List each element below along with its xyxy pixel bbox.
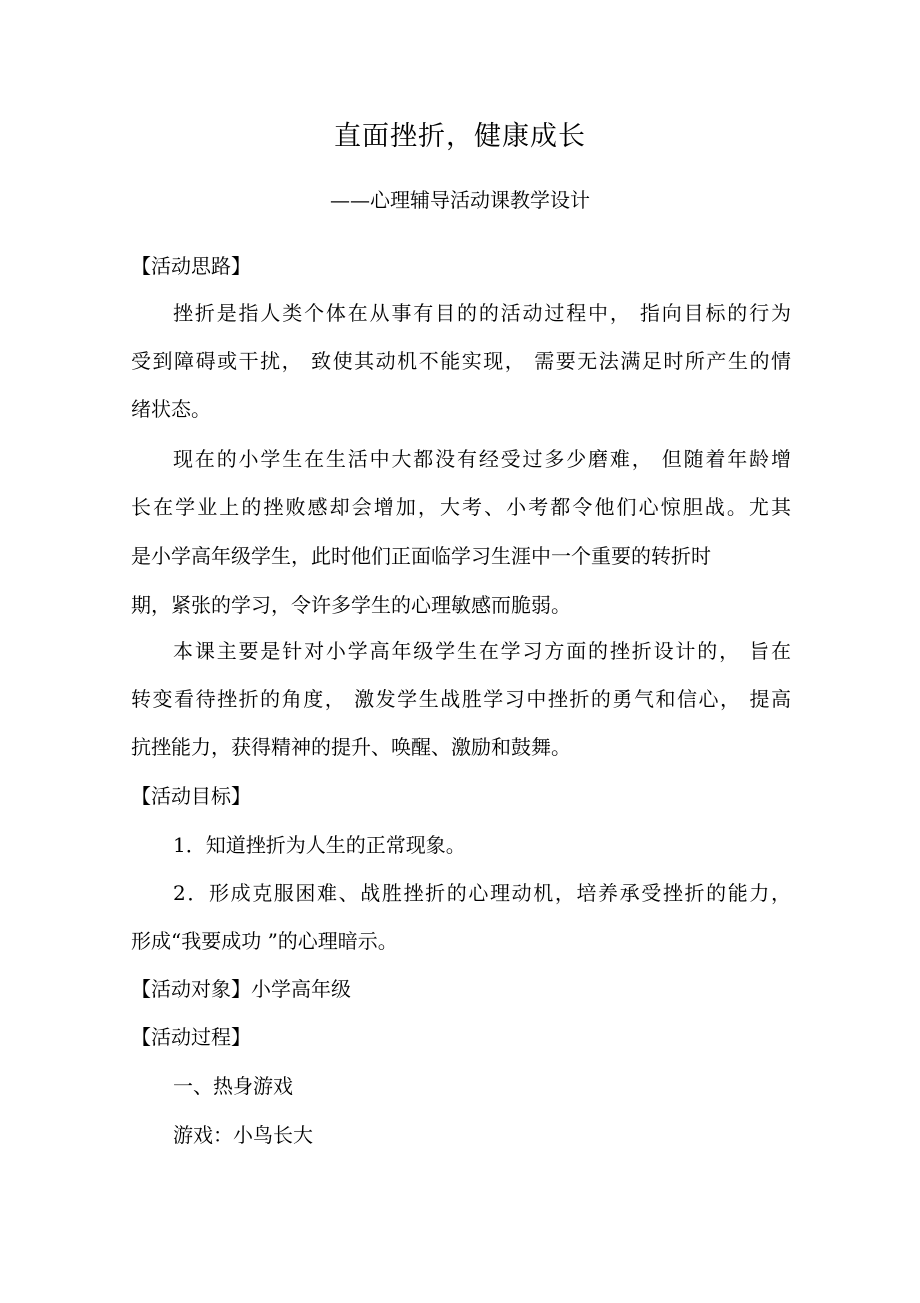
section-heading-process: 【活动过程】	[131, 1025, 251, 1049]
paragraph-line: 抗挫能力，获得精神的提升、唤醒、激励和鼓舞。	[131, 735, 571, 759]
paragraph-line: 长在学业上的挫败感却会增加，大考、小考都令他们心惊胆战。尤其	[131, 495, 791, 519]
paragraph-line: 期，紧张的学习，令许多学生的心理敏感而脆弱。	[131, 593, 571, 617]
paragraph-line: 绪状态。	[131, 397, 211, 421]
goal-item-2-cont: 形成“我要成功 ”的心理暗示。	[131, 929, 398, 953]
paragraph-line: 转变看待挫折的角度， 激发学生战胜学习中挫折的勇气和信心， 提高	[131, 687, 791, 711]
section-target: 【活动对象】小学高年级	[131, 977, 351, 1001]
paragraph-line: 现在的小学生在生活中大都没有经受过多少磨难， 但随着年龄增	[173, 447, 791, 471]
goal-item-1: 1．知道挫折为人生的正常现象。	[173, 833, 466, 857]
process-step-1: 一、热身游戏	[173, 1074, 293, 1098]
paragraph-line: 挫折是指人类个体在从事有目的的活动过程中， 指向目标的行为	[173, 301, 791, 325]
section-heading-idea: 【活动思路】	[131, 254, 251, 278]
game-line: 游戏：小鸟长大	[173, 1123, 313, 1147]
paragraph-line: 是小学高年级学生，此时他们正面临学习生涯中一个重要的转折时	[131, 544, 711, 568]
page-title: 直面挫折，健康成长	[334, 121, 586, 152]
paragraph-line: 本课主要是针对小学高年级学生在学习方面的挫折设计的， 旨在	[173, 639, 791, 663]
paragraph-line: 受到障碍或干扰， 致使其动机不能实现， 需要无法满足时所产生的情	[131, 349, 791, 373]
page-subtitle: ——心理辅导活动课教学设计	[330, 188, 590, 212]
goal-item-2: 2．形成克服困难、战胜挫折的心理动机，培养承受挫折的能力，	[173, 881, 791, 905]
section-heading-goal: 【活动目标】	[131, 784, 251, 808]
